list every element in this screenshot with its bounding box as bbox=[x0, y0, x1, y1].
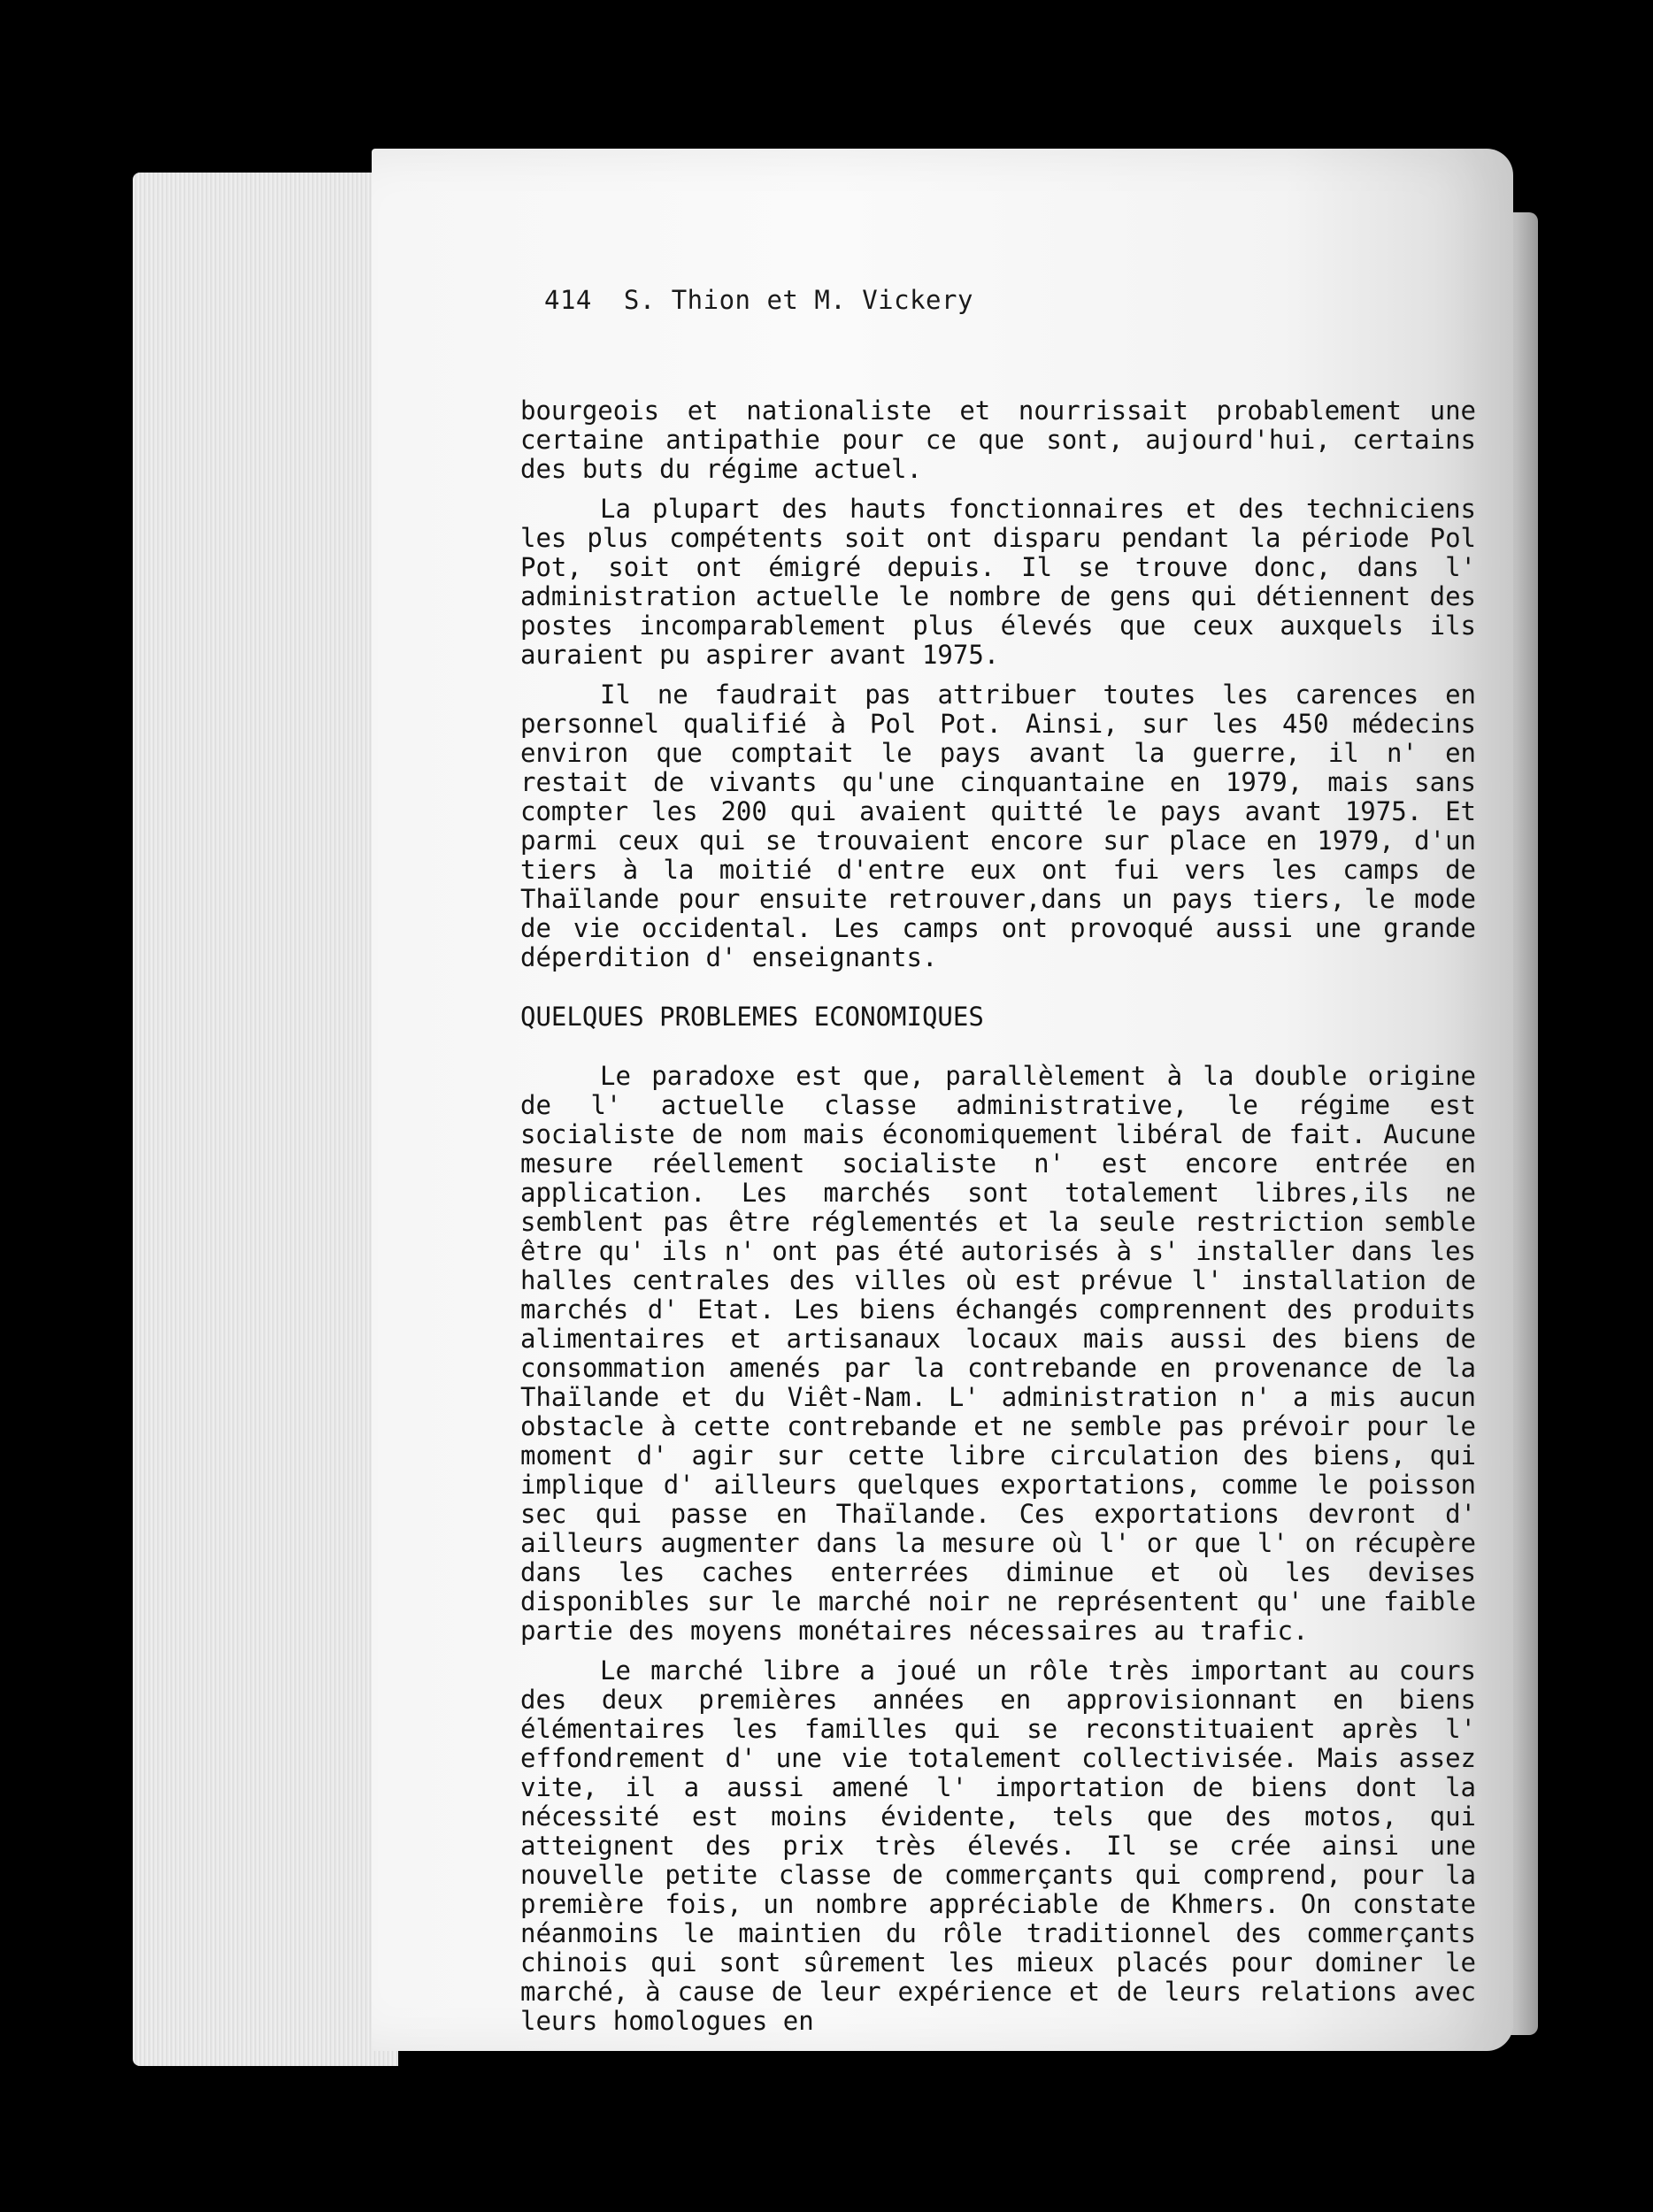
book-page-edges bbox=[133, 173, 398, 2066]
paragraph-continued: bourgeois et nationaliste et nourrissait probablement une certaine antipathie pour ce que sont, aujourd'hui, certains des buts du régime actuel. bbox=[520, 396, 1476, 484]
paragraph: Le paradoxe est que, parallèlement à la double origine de l' actuelle classe administrative, le régime est socialiste de nom mais économiquement libéral de fait. Aucune mesure réellement socialiste n' est encore entrée en application. Les marchés sont totalement libres,ils ne semblent pas être réglementés et la seule restriction semble être qu' ils n' ont pas été autorisés à s' installer dans les halles centrales des villes où est prévue l' installation de marchés d' Etat. Les biens échangés comprennent des produits alimentaires et artisanaux locaux mais aussi des biens de consommation amenés par la contrebande en provenance de la Thaïlande et du Viêt-Nam. L' administration n' a mis aucun obstacle à cette contrebande et ne semble pas prévoir pour le moment d' agir sur cette libre circulation des biens, qui implique d' ailleurs quelques exportations, comme le poisson sec qui passe en Thaïlande. Ces exportations devront d' ailleurs augmenter dans la mesure où l' or que l' on récupère dans les caches enterrées diminue et où les devises disponibles sur le marché noir ne représentent qu' une faible partie des moyens monétaires nécessaires au trafic. bbox=[520, 1061, 1476, 1646]
section-heading: QUELQUES PROBLEMES ECONOMIQUES bbox=[520, 1002, 984, 1032]
running-head bbox=[544, 285, 973, 315]
page-number: 414 bbox=[544, 285, 592, 315]
body-text bbox=[520, 396, 1476, 2047]
paragraph: Le marché libre a joué un rôle très important au cours des deux premières années en approvisionnant en biens élémentaires les familles qui se reconstituaient après l' effondrement d' une vie totalement collectivisée. Mais assez vite, il a aussi amené l' importation de biens dont la nécessité est moins évidente, tels que des motos, qui atteignent des prix très élevés. Il se crée ainsi une nouvelle petite classe de commerçants qui comprend, pour la première fois, un nombre appréciable de Khmers. On constate néanmoins le maintien du rôle traditionnel des commerçants chinois qui sont sûrement les mieux placés pour dominer le marché, à cause de leur expérience et de leurs relations avec leurs homologues en bbox=[520, 1655, 1476, 2036]
paragraph: Il ne faudrait pas attribuer toutes les carences en personnel qualifié à Pol Pot. Ainsi, sur les 450 médecins environ que comptait le pays avant la guerre, il n' en restait de vivants qu'une cinquantaine en 1979, mais sans compter les 200 qui avaient quitté le pays avant 1975. Et parmi ceux qui se trouvaient encore sur place en 1979, d'un tiers à la moitié d'entre eux ont fui vers les camps de Thaïlande pour ensuite retrouver,dans un pays tiers, le mode de vie occidental. Les camps ont provoqué aussi une grande déperdition d' enseignants. bbox=[520, 680, 1476, 972]
paragraph: La plupart des hauts fonctionnaires et des techniciens les plus compétents soit ont disparu pendant la période Pol Pot, soit ont émigré depuis. Il se trouve donc, dans l' administration actuelle le nombre de gens qui détiennent des postes incomparablement plus élevés que ceux auxquels ils auraient pu aspirer avant 1975. bbox=[520, 494, 1476, 670]
running-head-authors: S. Thion et M. Vickery bbox=[623, 285, 973, 315]
